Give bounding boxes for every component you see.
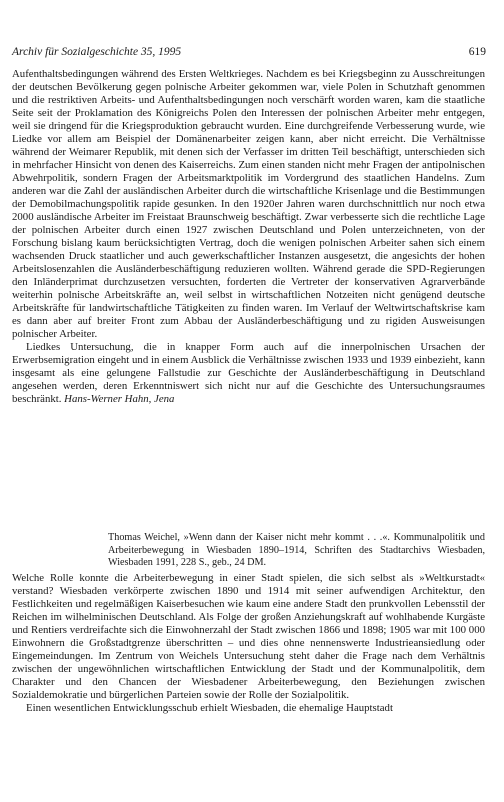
journal-title: Archiv für Sozialgeschichte 35, 1995 [12,46,182,58]
review-paragraph [12,341,485,406]
review-paragraph: Aufenthaltsbedingungen während des Ersten Weltkrieges. Nachdem es bei Kriegsbeginn zu Ausschreitungen der deutschen Bevölkerung gegen polnische Arbeiter gekommen war, viele Polen in Schutzhaft genommen und die restriktiven Arbeits- und Aufenthaltsbedingungen noch verschärft worden waren, kam die staatliche Seite seit der Proklamation des Königreichs Polen den Interessen der polnischen Arbeiter mehr entgegen, weil sie dringend für die Kriegsproduktion gebraucht wurden. Eine durchgreifende Verbesserung wurde, wie Liedke vor allem am Beispiel der Domänenarbeiter zeigen kann, aber nicht erreicht. Die Verhältnisse während der Weimarer Republik, mit denen sich der Verfasser im dritten Teil beschäftigt, unterschieden sich in mehrfacher Hinsicht von denen des Kaiserreichs. Zum einen standen nicht mehr Fragen der antipolnischen Abwehrpolitik, sondern Fragen der Arbeitsmarktpolitik im Vordergrund des staatlichen Handelns. Zum anderen war die Zahl der ausländischen Arbeiter durch die wirtschaftliche Krisenlage und die Bestimmungen der Demobilmachungspolitik rapide gesunken. In den 1920er Jahren waren durchschnittlich nur noch etwa 2000 ausländische Arbeiter im Freistaat Braunschweig beschäftigt. Zwar verbesserte sich die rechtliche Lage der polnischen Arbeiter durch einen 1927 zwischen Deutschland und Polen unterzeichneten, von der Forschung bislang kaum berücksichtigten Vertrag, doch die wenigen polnischen Arbeiter sahen sich einem wachsenden Druck staatlicher und auch gewerkschaftlicher Instanzen ausgesetzt, die angesichts der hohen Arbeitslosenzahlen die Ausländerbeschäftigung reduzieren wollten. Während gerade die SPD-Regierungen den Inländerprimat durchzusetzen versuchten, forderten die Vertreter der konservativen Agrarverbände weiterhin polnische Arbeitskräfte an, weil selbst in wirtschaftlichen Notzeiten nicht genügend deutsche Arbeitskräfte für landwirtschaftliche Tätigkeiten zu finden waren. Im Verlauf der Weltwirtschaftskrise kam es dann aber auf breiter Front zum Abbau der Ausländerbeschäftigung und zu rigiden Ausweisungen polnischer Arbeiter. [12,68,485,340]
review-paragraph: Einen wesentlichen Entwicklungsschub erhielt Wiesbaden, die ehemalige Hauptstadt [26,702,393,714]
review-text [12,68,485,406]
page-number: 619 [468,46,486,58]
review-text [12,572,485,715]
book-citation: Thomas Weichel, »Wenn dann der Kaiser nicht mehr kommt . . .«. Kommunalpolitik und Arbeiterbewegung in Wiesbaden 1890–1914, Schriften des Stadtarchivs Wiesbaden, Wiesbaden 1991, 228 S., geb., 24 DM. [108,532,485,569]
running-header [12,46,486,62]
review-conclusion: Liedkes Untersuchung, die in knapper Form auch auf die innerpolnischen Ursachen der Erwerbsemigration eingeht und in einem Ausblick die Verhältnisse zwischen 1933 und 1939 einbezieht, kann insgesamt als eine gelungene Fallstudie zur Geschichte der Ausländerbeschäftigung in Deutschland angesehen werden, deren Erkenntniswert sich nicht nur auf die Geschichte des Untersuchungsraumes beschränkt. [12,341,485,405]
review-paragraph: Welche Rolle konnte die Arbeiterbewegung in einer Stadt spielen, die sich selbst als »Weltkurstadt« verstand? Wiesbaden verkörperte zwischen 1890 und 1914 mit seiner aufwendigen Architektur, den Festlichkeiten und regelmäßigen Kaiserbesuchen wie kaum eine andere Stadt den prunkvollen Lebensstil der Reichen im wilhelminischen Deutschland. Als Folge der großen Anziehungskraft auf wohlhabende Kurgäste und Rentiers verdreifachte sich die Einwohnerzahl der Stadt zwischen 1866 und 1898; 1905 war mit 100 000 Einwohnern die Großstadtgrenze überschritten – und dies ohne nennenswerte Industrieansiedlung oder Eingemeindungen. Im Zentrum von Weichels Untersuchung steht daher die Frage nach dem Verhältnis zwischen der ungewöhnlichen wirtschaftlichen Entwicklung der Stadt und der Kommunalpolitik, dem Charakter und den Chancen der Wiesbadener Arbeiterbewegung, den Beziehungen zwischen Sozialdemokratie und bürgerlichen Parteien sowie der Rolle der Sozialpolitik. [12,572,485,701]
reviewer-signature: Hans-Werner Hahn, Jena [64,393,175,405]
